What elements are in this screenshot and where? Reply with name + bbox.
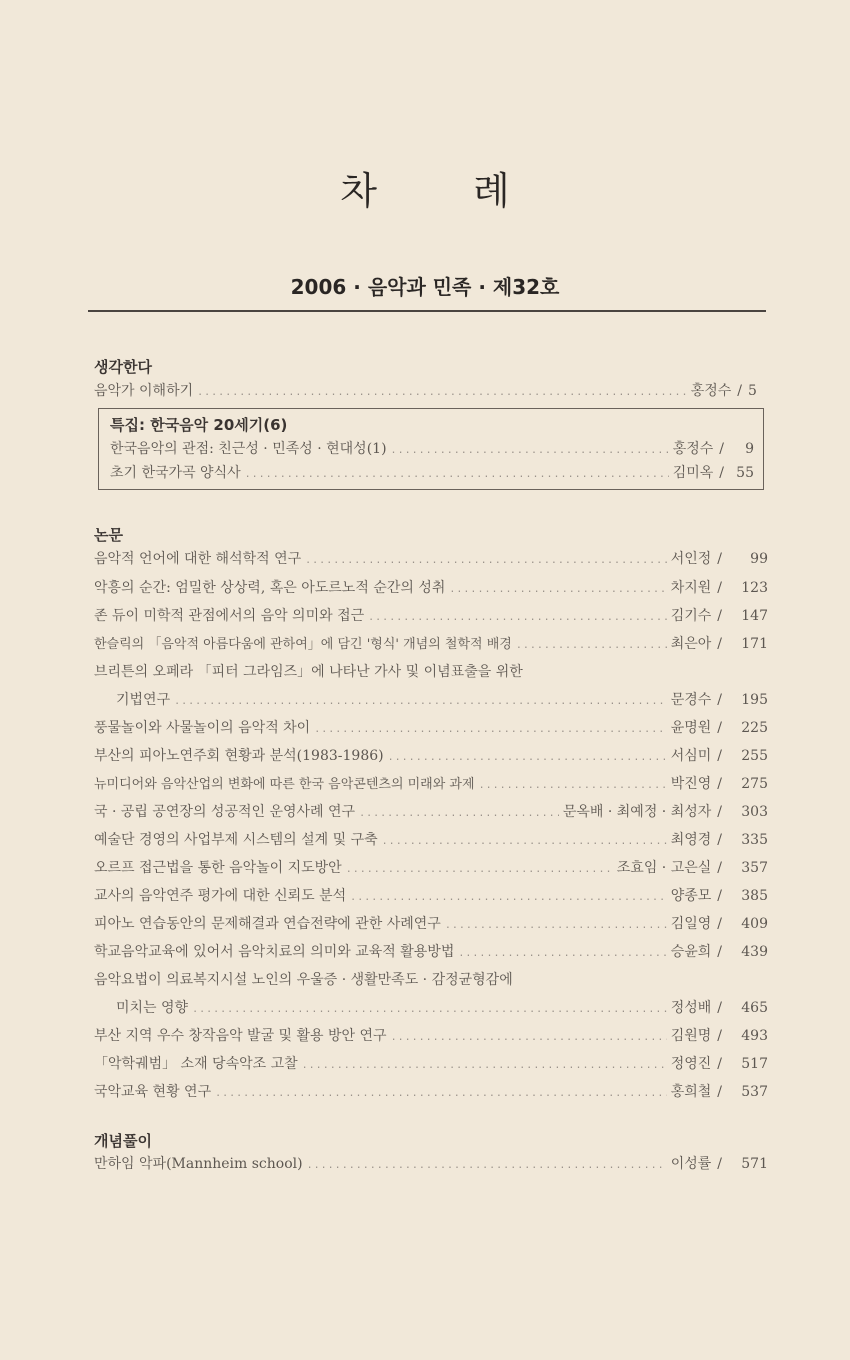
toc-entry: 교사의 음악연주 평가에 대한 신뢰도 분석 ..... 양종모 / 385 <box>94 885 768 907</box>
toc-entry: 만하임 악파(Mannheim school) ..... 이성률 / 571 <box>94 1153 768 1175</box>
toc-entry: 미치는 영향 ..... 정성배 / 465 <box>94 997 768 1019</box>
toc-entry: 한슬릭의 「음악적 아름다움에 관하여」에 담긴 '형식' 개념의 철학적 배경 ..... 최은아 / 171 <box>94 633 768 655</box>
issue-subtitle: 2006 · 음악과 민족 · 제32호 <box>290 275 560 299</box>
toc-entry: 오르프 접근법을 통한 음악놀이 지도방안 ..... 조효임 · 고은실 / 357 <box>94 857 768 879</box>
toc-entry: 악흥의 순간: 엄밀한 상상력, 혹은 아도르노적 순간의 성취 ..... 차지원 / 123 <box>94 577 768 599</box>
toc-entry: 국 · 공립 공연장의 성공적인 운영사례 연구 ..... 문옥배 · 최예정 · 최성자 / 303 <box>94 801 768 823</box>
toc-entry: 풍물놀이와 사물놀이의 음악적 차이 ..... 윤명원 / 225 <box>94 717 768 739</box>
toc-entry: 음악적 언어에 대한 해석학적 연구 ..... 서인정 / 99 <box>94 548 768 570</box>
toc-entry: 음악요법이 의료복지시설 노인의 우울증 · 생활만족도 · 감정균형감에 <box>94 972 513 988</box>
toc-entry: 예술단 경영의 사업부제 시스템의 설계 및 구축 ..... 최영경 / 335 <box>94 829 768 851</box>
toc-entry: 피아노 연습동안의 문제해결과 연습전략에 관한 사례연구 ..... 김일영 / 409 <box>94 913 768 935</box>
section-heading-feature: 특집: 한국음악 20세기(6) <box>110 416 288 434</box>
toc-entry: 학교음악교육에 있어서 음악치료의 의미와 교육적 활용방법 ..... 승윤희 / 439 <box>94 941 768 963</box>
toc-entry: 음악가 이해하기 ..... 홍정수 / 5 <box>94 380 768 402</box>
title-char-1: 차 <box>340 169 377 213</box>
toc-entry: 뉴미디어와 음악산업의 변화에 따른 한국 음악콘텐츠의 미래와 과제 ..... 박진영 / 275 <box>94 773 768 795</box>
toc-entry: 「악학궤범」 소재 당속악조 고찰 ..... 정영진 / 517 <box>94 1053 768 1075</box>
toc-entry: 존 듀이 미학적 관점에서의 음악 의미와 접근 ..... 김기수 / 147 <box>94 605 768 627</box>
toc-entry: 초기 한국가곡 양식사 ..... 김미옥 / 55 <box>110 462 754 484</box>
section-heading-papers: 논문 <box>94 526 123 544</box>
toc-entry: 한국음악의 관점: 친근성 · 민족성 · 현대성(1) ..... 홍정수 / 9 <box>110 438 754 460</box>
toc-entry: 부산 지역 우수 창작음악 발굴 및 활용 방안 연구 ..... 김원명 / 493 <box>94 1025 768 1047</box>
title-char-2: 례 <box>473 169 510 213</box>
toc-entry: 브리튼의 오페라 「피터 그라임즈」에 나타난 가사 및 이념표출을 위한 <box>94 664 523 680</box>
toc-entry: 기법연구 ..... 문경수 / 195 <box>94 689 768 711</box>
page-title <box>0 160 850 215</box>
toc-entry: 부산의 피아노연주회 현황과 분석(1983-1986) ..... 서심미 / 255 <box>94 745 768 767</box>
section-heading-think: 생각한다 <box>94 358 152 376</box>
divider-rule <box>88 310 766 312</box>
toc-entry: 국악교육 현황 연구 ..... 홍희철 / 537 <box>94 1081 768 1103</box>
section-heading-concepts: 개념풀이 <box>94 1132 152 1150</box>
